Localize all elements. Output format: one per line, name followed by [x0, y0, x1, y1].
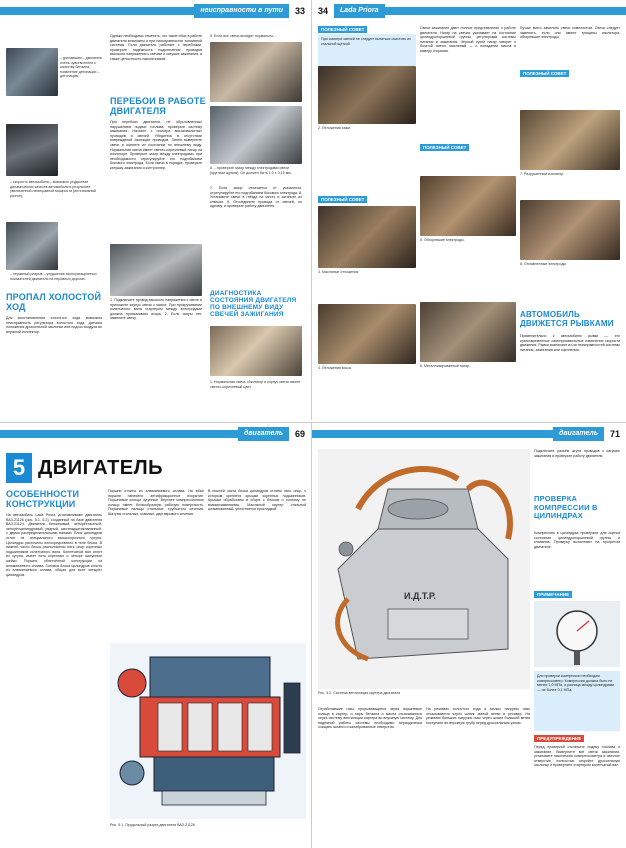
compression-gauge-svg — [534, 601, 620, 667]
chapter-number: 5 — [6, 453, 32, 483]
page-header — [312, 4, 626, 18]
header-title: неисправности в пути — [194, 4, 289, 18]
photo-spark-plug-check — [210, 42, 302, 102]
tip-label: ПОЛЕЗНЫЙ СОВЕТ — [318, 196, 367, 203]
photo-wheel — [6, 222, 58, 270]
section-title: ПРОВЕРКА КОМПРЕССИИ В ЦИЛИНДРАХ — [534, 494, 598, 520]
body-text: 1. Подключите провод высокого напряжения к свече и приложите корпус свечи к массе. При прокручивании коленчатого вала стартером между электродами должна проскакивать искра. 2. Если искры нет, замените свечу. — [110, 298, 202, 321]
header-title: двигатель — [238, 427, 289, 441]
body-text: Отработавшие газы, прорывающиеся через поршневые кольца в картер, и пары бензина и масла отсасываются через систему вентиляции картера во впускную систему. Для надёжной работы системы необходимо периодически очищать шланги и калиброванные отверстия. — [318, 707, 422, 730]
cylinder-3 — [218, 703, 242, 751]
caption: – догнавшим – двигатель очень чувствителен к качеству бензина, появление детонации – детонацию; — [60, 56, 103, 78]
photo-plug-coke — [318, 304, 416, 364]
section-title: АВТОМОБИЛЬ ДВИЖЕТСЯ РЫВКАМИ — [520, 310, 614, 328]
header-title: Lada Priora — [334, 4, 385, 18]
body-text: Поршни отлиты из алюминиевого сплава. На юбке поршня нанесено антифрикционное покрытие. Поршневые кольца чугунные. Верхнее компрессионное кольцо имеет бочкообразную рабочую поверхность. Поршневые пальцы стальные, трубчатого сечения. Шатуны стальные, кованые, двутаврового сечения. — [108, 489, 204, 516]
crank-pulley — [120, 761, 144, 785]
body-text: Перед проверкой отключите подачу топлива и зажигание. Выверните все свечи зажигания, установите наконечник компрессометра в свечное отверстие, полностью откройте дроссельную заслонку и проверните стартером коленчатый вал. — [534, 745, 620, 768]
tip-label: ПОЛЕЗНЫЙ СОВЕТ — [420, 144, 469, 151]
photo-compression-gauge — [534, 601, 620, 667]
photo-engine-bay — [6, 124, 58, 176]
engine-ventilation-svg — [318, 449, 530, 689]
cylinder-head — [150, 657, 270, 697]
engine-cutaway-illustration — [110, 643, 306, 819]
body-text: При перебоях двигателя, не обусловленных нарушением подачи топлива, проверьте систему зажигания. Начните с осмотра высоковольтных проводов и свечей. Убедитесь в отсутствии повреждений изоляции проводов. Затем выверните свечи и оцените их состояние по внешнему виду. Нормальная свеча имеет светло-коричневый нагар на изоляторе. Проверьте зазор между электродами, при необходимости отрегулируйте его подгибанием бокового электрода. Если свечи в порядке, проверьте катушку зажигания и контроллер. — [110, 120, 202, 170]
page-33 — [0, 0, 312, 420]
photo-injector — [6, 48, 58, 96]
page-header — [312, 427, 626, 441]
crankcase — [154, 757, 274, 791]
photo-plug-burned — [420, 176, 516, 236]
caption: 3. Масляные отложения. — [318, 270, 360, 274]
section-title: ОСОБЕННОСТИ КОНСТРУКЦИИ — [6, 489, 80, 509]
oil-pan — [388, 609, 468, 639]
page-34 — [312, 0, 626, 420]
figure-caption: Рис. 5.1. Продольный разрез двигателя ВАЗ-21126 — [110, 823, 195, 827]
cylinder-4 — [248, 703, 272, 751]
flywheel — [284, 683, 300, 753]
page-number: 69 — [289, 427, 311, 441]
photo-ignition — [110, 244, 202, 296]
caption: 7. Разрушенный изолятор. — [520, 172, 565, 176]
body-text: Подключите разъём жгута проводов к катушке зажигания и проверьте работу двигателя. — [534, 449, 620, 458]
chapter-title: ДВИГАТЕЛЬ — [38, 457, 164, 479]
body-text: В нижней части блока цилиндров отлиты пять опор, к которым крепятся крышки коренных подшипников. Крышки обработаны в сборе с блоком и поэтому не взаимозаменяемы. Масляный картер стальной штампованный, уплотняется прокладкой. — [208, 489, 306, 512]
valve — [339, 542, 353, 556]
note-box: Для проверки компрессии необходим компрессометр. Компрессия должна быть не менее 1,0 МПа, а разница между цилиндрами — не более 0,1 МПа. — [534, 671, 620, 731]
section-title: ПЕРЕБОИ В РАБОТЕ ДВИГАТЕЛЯ — [110, 96, 206, 116]
section-title: ДИАГНОСТИКА СОСТОЯНИЯ ДВИГАТЕЛЯ ПО ВНЕШНЕМУ ВИДУ СВЕЧЕЙ ЗАЖИГАНИЯ — [210, 290, 297, 318]
cylinder-2 — [188, 703, 212, 751]
tip-label: ПОЛЕЗНЫЙ СОВЕТ — [318, 26, 367, 33]
body-text: На режимах холостого хода и малых нагрузок газы отсасываются через шланг малой ветви в ресивер. На режимах больших нагрузок газы через шланг большой ветви поступают во впускную трубу перед дроссельным узлом. — [426, 707, 530, 725]
cylinder-1 — [158, 703, 182, 751]
page-header — [0, 4, 311, 18]
section-title: ПРОПАЛ ХОЛОСТОЙ ХОД — [6, 292, 102, 312]
body-text: Компрессию в цилиндрах проверяют для оценки состояния цилиндропоршневой группы и клапанов. Проверку выполняют на прогретом двигателе. — [534, 531, 620, 549]
engine-ventilation-illustration — [318, 449, 530, 689]
photo-plug-oil — [318, 206, 416, 268]
body-text: Для восстановления холостого хода возможна неисправность регулятора холостого хода, датчика положения дроссельной заслонки или подсос воздуха во впускной коллектор. — [6, 316, 102, 334]
figure-caption: Рис. 5.2. Система вентиляции картера двигателя — [318, 691, 401, 695]
oil-pan — [162, 791, 266, 805]
caption: 6. ...проверьте зазор между электродами свечи (круглым щупом). Он должен быть 1,0 ± 0,15 мм. — [210, 166, 292, 175]
page-number: 71 — [604, 427, 626, 441]
page-number: 34 — [312, 4, 334, 18]
page-71 — [312, 422, 626, 848]
page-header — [0, 427, 311, 441]
header-title: двигатель — [553, 427, 604, 441]
caption: 2. Отложения сажи. — [318, 126, 351, 130]
caption: – неравный разрыв – ухудшение эксплуатационных показателей двигателя на неровных дорогах. — [10, 272, 97, 281]
gauge-hose — [574, 651, 580, 665]
photo-normal-plug — [210, 326, 302, 376]
caption: 6. Металлизированный нагар. — [420, 364, 471, 368]
note-label: ПРИМЕЧАНИЕ — [534, 591, 572, 598]
caption: 5. Обгоревшие электроды. — [420, 238, 465, 242]
photo-plug-melted — [520, 200, 620, 260]
engine-stamp: И.Д.Т.Р. — [404, 591, 437, 601]
body-text: Применительно к автомобилю рывки — это кратковременные самопроизвольные изменения скорости движения. Рывки возникают из-за неисправностей системы питания, зажигания или сцепления. — [520, 334, 620, 352]
body-text: Свечи зажигания дают полное представление о работе двигателя. Нагар на свечах указывает на состояние цилиндропоршневой группы, регулировки системы питания и зажигания. Чёрный сухой нагар говорит о богатой смеси, масляный — о попадании масла в камеру сгорания. — [420, 26, 516, 53]
tip-label: ПОЛЕЗНЫЙ СОВЕТ — [520, 70, 569, 77]
photo-plug-insulator — [520, 110, 620, 170]
tip-box: При осмотре свечей не следует пытаться очистить их стальной щёткой. — [318, 34, 416, 68]
page-number: 33 — [289, 4, 311, 18]
body-text: На автомобиль Lada Priora устанавливают двигатель ВАЗ-21126 (рис. 5.1, 5.2), созданный на базе двигателя ВАЗ-21124. Двигатель бензиновый, четырёхтактный, четырёхцилиндровый, рядный, шестнадцатиклапанный, с двумя распределительными валами. Блок цилиндров отлит из специального высокопрочного чугуна. Цилиндры расточены непосредственно в теле блока. В нижней части блока расположены пять опор коренных подшипников коленчатого вала. Коленчатый вал отлит из чугуна, имеет пять коренных и четыре шатунные шейки. Поршни облегчённой конструкции из алюминиевого сплава. Головка блока цилиндров отлита из алюминиевого сплава, общая для всех четырёх цилиндров. — [6, 513, 102, 577]
timing-pulley — [118, 669, 146, 697]
body-text: Лучше всего заменить свечи комплектом. Свечи следует заменять, если они имеют трещины изолятора, обгоревшие электроды. — [520, 26, 620, 40]
body-text: 7. Если зазор отличается от указанного, отрегулируйте его подгибанием бокового электрода. 8. Установите свечи в гнёзда на место и затяните их ключом. 9. Отсоедините провода от свечей, по одному, и проверьте работу двигателя. — [210, 186, 302, 209]
caption: – скорость автомобиля – возможно ухудшение динамических качеств автомобиля в результате увеличенной неисправной мощности (интенсивный разгон); — [10, 180, 97, 198]
caption: 5. Если все свечи выгядят нормально... — [210, 34, 277, 38]
photo-gap-gauge — [210, 106, 302, 164]
caption: 8. Оплавленные электроды. — [520, 262, 568, 266]
warning-label: ПРЕДУПРЕЖДЕНИЕ — [534, 735, 584, 742]
body-text: Однако необходимо отметить, что такие сбои в работе двигателя возможны и при неисправностях топливной системы. Если двигатель работает с перебоями, проверьте надёжность подключения проводов высокого напряжения к свечам и катушке зажигания, а также целостность наконечников. — [110, 34, 202, 61]
photo-plug-soot — [318, 66, 416, 124]
caption: 4. Отложения кокса. — [318, 366, 352, 370]
engine-cutaway-svg — [110, 643, 306, 819]
page-69 — [0, 422, 312, 848]
intake-plenum — [388, 499, 448, 519]
caption: 1. Нормальная свеча. Изолятор и корпус свечи имеют светло-коричневый цвет. — [210, 380, 301, 389]
photo-plug-metal — [420, 302, 516, 362]
